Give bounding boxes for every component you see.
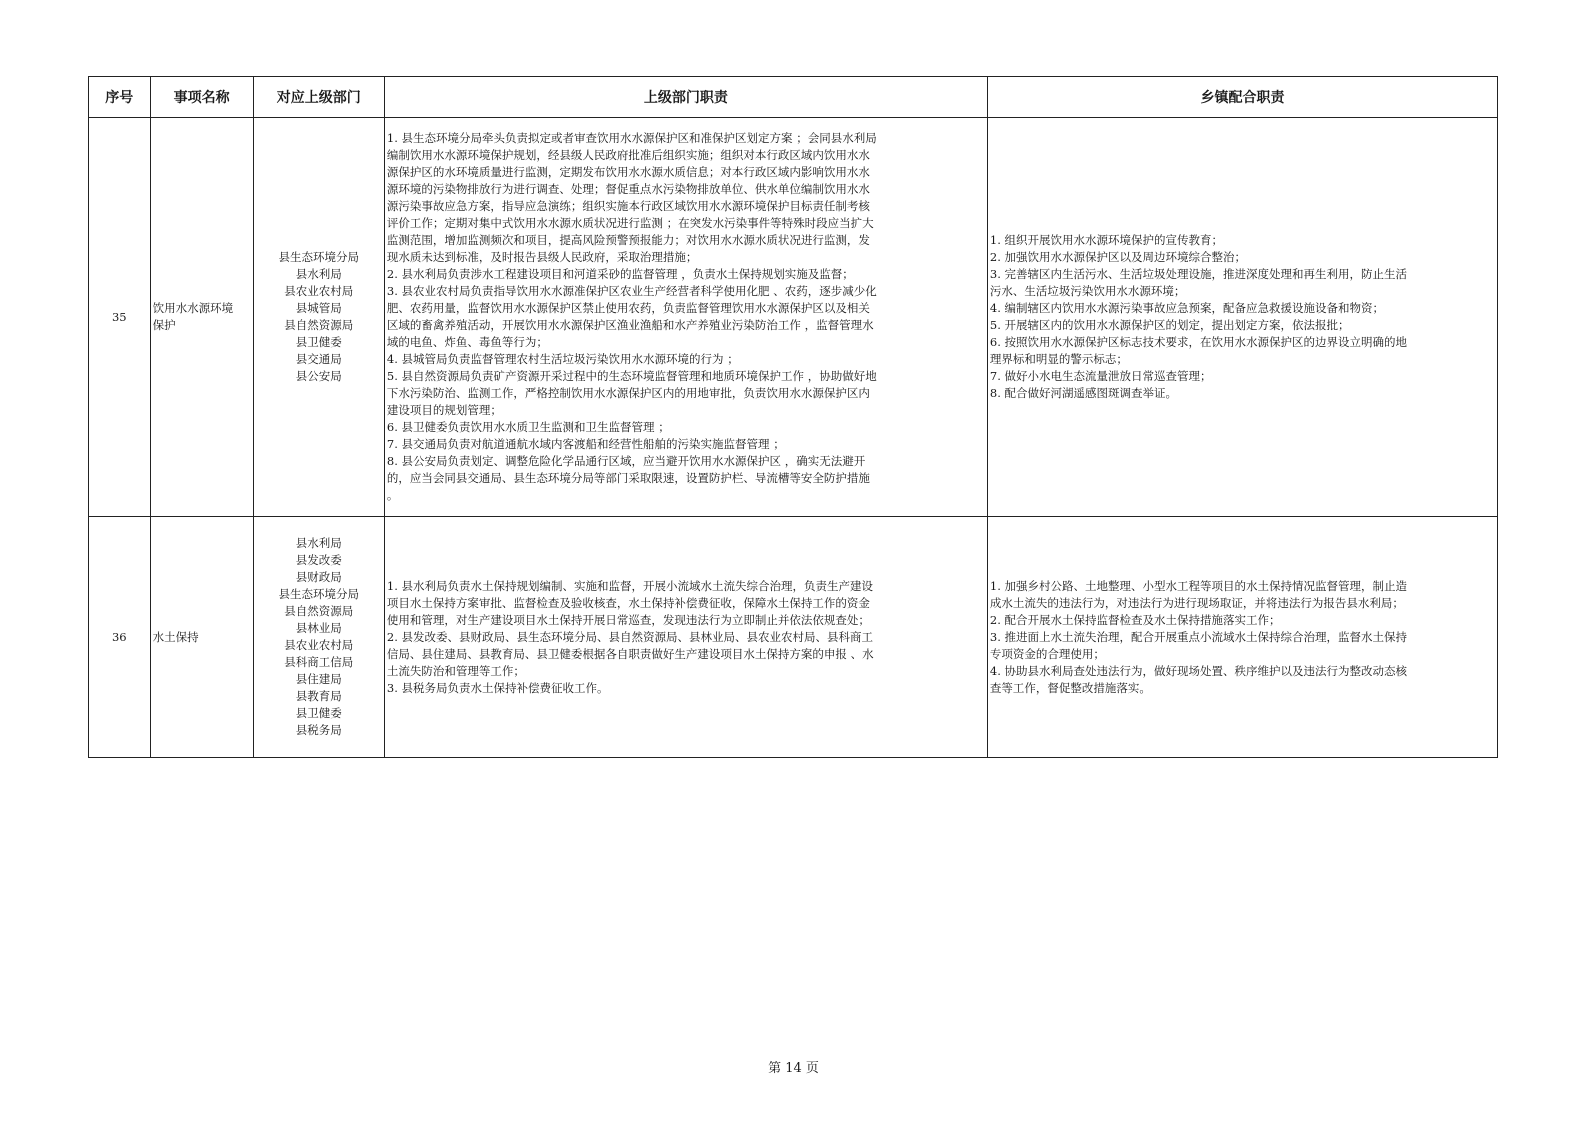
town-duty-line: 2. 加强饮用水水源保护区以及周边环境综合整治； — [989, 250, 1247, 264]
town-duty-line: 8. 配合做好河湖遥感图斑调查举证。 — [989, 386, 1178, 400]
item-name-line: 水土保持 — [152, 629, 199, 644]
town-duty-line: 查等工作，督促整改措施落实。 — [989, 680, 1151, 695]
department-item: 县科商工信局 — [284, 655, 354, 669]
header-serial-no: 序号 — [89, 77, 151, 118]
department-item: 县教育局 — [295, 689, 342, 703]
upper-duty-line: 5. 县自然资源局负责矿产资源开采过程中的生态环境监督管理和地质环境保护工作 ，协助做好地 — [386, 369, 877, 383]
upper-duty-line: 建设项目的规划管理； — [386, 403, 502, 417]
upper-duty-line: 。 — [386, 488, 399, 502]
upper-duty-line: 7. 县交通局负责对航道通航水域内客渡船和经营性船舶的污染实施监督管理 ； — [386, 437, 785, 451]
town-duties-cell — [987, 517, 1497, 758]
header-upper-duties: 上级部门职责 — [384, 77, 987, 118]
upper-duty-line: 编制饮用水水源环境保护规划，经县级人民政府批准后组织实施；组织对本行政区域内饮用水水 — [386, 148, 870, 162]
department-item: 县农业农村局 — [284, 284, 354, 298]
upper-duty-line: 3. 县农业农村局负责指导饮用水水源准保护区农业生产经营者科学使用化肥 、农药，逐步减少化 — [386, 284, 877, 298]
town-duty-line: 1. 加强乡村公路、土地整理、小型水工程等项目的水土保持情况监督管理，制止造 — [989, 578, 1408, 593]
upper-duty-line: 2. 县发改委、县财政局、县生态环境分局、县自然资源局、县林业局、县农业农村局、县科商工 — [386, 629, 874, 644]
table-row — [89, 118, 1498, 517]
department-item: 县林业局 — [295, 621, 342, 635]
item-name-cell — [150, 517, 253, 758]
upper-duty-line: 1. 县生态环境分局牵头负责拟定或者审查饮用水水源保护区和准保护区划定方案 ；会同县水利局 — [386, 131, 877, 145]
town-duty-line: 5. 开展辖区内的饮用水水源保护区的划定，提出划定方案，依法报批； — [989, 318, 1350, 332]
department-list-cell — [253, 517, 384, 758]
department-item: 县生态环境分局 — [278, 587, 360, 601]
upper-duty-line: 使用和管理，对生产建设项目水土保持开展日常巡查，发现违法行为立即制止并依法依规查处； — [386, 612, 870, 627]
header-item-name: 事项名称 — [150, 77, 253, 118]
upper-duty-line: 源污染事故应急方案，指导应急演练；组织实施本行政区域饮用水水源环境保护目标责任制考核 — [386, 199, 870, 213]
town-duty-line: 4. 协助县水利局查处违法行为，做好现场处置、秩序维护以及违法行为整改动态核 — [989, 663, 1408, 678]
header-town-duties: 乡镇配合职责 — [987, 77, 1497, 118]
upper-duty-line: 信局、县住建局、县教育局、县卫健委根据各自职责做好生产建设项目水土保持方案的申报 、水 — [386, 646, 874, 661]
upper-duty-line: 源环境的污染物排放行为进行调查、处理；督促重点水污染物排放单位、供水单位编制饮用水水 — [386, 182, 870, 196]
serial-no-cell: 35 — [89, 118, 151, 517]
upper-duty-line: 6. 县卫健委负责饮用水水质卫生监测和卫生监督管理 ； — [386, 420, 670, 434]
upper-duty-line: 评价工作；定期对集中式饮用水水源水质状况进行监测 ；在突发水污染事件等特殊时段应当扩大 — [386, 216, 874, 230]
town-duty-line: 2. 配合开展水土保持监督检查及水土保持措施落实工作； — [989, 612, 1281, 627]
upper-duty-line: 的，应当会同县交通局、县生态环境分局等部门采取限速，设置防护栏、导流槽等安全防护措施 — [386, 471, 870, 485]
town-duty-line: 7. 做好小水电生态流量泄放日常巡查管理； — [989, 369, 1212, 383]
department-item: 县财政局 — [295, 570, 342, 584]
serial-no-cell: 36 — [89, 517, 151, 758]
upper-duties-cell — [384, 517, 987, 758]
town-duty-line: 3. 完善辖区内生活污水、生活垃圾处理设施，推进深度处理和再生利用，防止生活 — [989, 267, 1408, 281]
town-duty-line: 理界标和明显的警示标志； — [989, 352, 1128, 366]
town-duty-line: 4. 编制辖区内饮用水水源污染事故应急预案，配备应急救援设施设备和物资； — [989, 301, 1385, 315]
department-item: 县发改委 — [295, 553, 342, 567]
upper-duty-line: 8. 县公安局负责划定、调整危险化学品通行区域，应当避开饮用水水源保护区 ，确实无法避开 — [386, 454, 866, 468]
department-item: 县税务局 — [295, 723, 342, 737]
town-duty-line: 1. 组织开展饮用水水源环境保护的宣传教育； — [989, 233, 1224, 247]
duty-table — [88, 76, 1498, 758]
department-item: 县交通局 — [295, 352, 342, 366]
town-duty-line: 6. 按照饮用水水源保护区标志技术要求，在饮用水水源保护区的边界设立明确的地 — [989, 335, 1408, 349]
department-list-cell — [253, 118, 384, 517]
department-item: 县城管局 — [295, 301, 342, 315]
upper-duty-line: 肥、农药用量，监督饮用水水源保护区禁止使用农药，负责监督管理饮用水水源保护区以及相关 — [386, 301, 870, 315]
item-name-cell — [150, 118, 253, 517]
department-item: 县水利局 — [295, 536, 342, 550]
department-item: 县生态环境分局 — [278, 250, 360, 264]
page-number: 第 14 页 — [768, 1061, 819, 1076]
upper-duty-line: 项目水土保持方案审批、监督检查及验收核查，水土保持补偿费征收，保障水土保持工作的资金 — [386, 595, 870, 610]
department-item: 县水利局 — [295, 267, 342, 281]
upper-duty-line: 监测范围，增加监测频次和项目，提高风险预警预报能力；对饮用水水源水质状况进行监测，发 — [386, 233, 870, 247]
upper-duty-line: 源保护区的水环境质量进行监测，定期发布饮用水水源水质信息；对本行政区域内影响饮用水水 — [386, 165, 870, 179]
department-item: 县公安局 — [295, 369, 342, 383]
upper-duty-line: 2. 县水利局负责涉水工程建设项目和河道采砂的监督管理 ，负责水土保持规划实施及监督； — [386, 267, 854, 281]
upper-duty-line: 土流失防治和管理等工作； — [386, 663, 525, 678]
upper-duty-line: 4. 县城管局负责监督管理农村生活垃圾污染饮用水水源环境的行为 ； — [386, 352, 739, 366]
town-duty-line: 成水土流失的违法行为，对违法行为进行现场取证，并将违法行为报告县水利局； — [989, 595, 1404, 610]
upper-duties-cell — [384, 118, 987, 517]
upper-duty-line: 现水质未达到标准，及时报告县级人民政府，采取治理措施； — [386, 250, 698, 264]
header-row — [89, 77, 1498, 118]
upper-duty-line: 域的电鱼、炸鱼、毒鱼等行为； — [386, 335, 548, 349]
town-duties-cell — [987, 118, 1497, 517]
department-item: 县卫健委 — [295, 335, 342, 349]
item-name-line: 饮用水水源环境 — [152, 301, 234, 315]
upper-duty-line: 区域的畜禽养殖活动，开展饮用水水源保护区渔业渔船和水产养殖业污染防治工作 ，监督管理水 — [386, 318, 874, 332]
header-upper-department: 对应上级部门 — [253, 77, 384, 118]
department-item: 县自然资源局 — [284, 318, 354, 332]
department-item: 县农业农村局 — [284, 638, 354, 652]
table-row — [89, 517, 1498, 758]
town-duty-line: 专项资金的合理使用； — [989, 646, 1105, 661]
item-name-line: 保护 — [152, 318, 176, 332]
department-item: 县卫健委 — [295, 706, 342, 720]
department-item: 县住建局 — [295, 672, 342, 686]
upper-duty-line: 3. 县税务局负责水土保持补偿费征收工作。 — [386, 680, 609, 695]
upper-duty-line: 1. 县水利局负责水土保持规划编制、实施和监督，开展小流域水土流失综合治理，负责生产建设 — [386, 578, 874, 593]
upper-duty-line: 下水污染防治、监测工作，严格控制饮用水水源保护区内的用地审批，负责饮用水水源保护区内 — [386, 386, 870, 400]
department-item: 县自然资源局 — [284, 604, 354, 618]
town-duty-line: 3. 推进面上水土流失治理，配合开展重点小流域水土保持综合治理，监督水土保持 — [989, 629, 1408, 644]
town-duty-line: 污水、生活垃圾污染饮用水水源环境； — [989, 284, 1186, 298]
